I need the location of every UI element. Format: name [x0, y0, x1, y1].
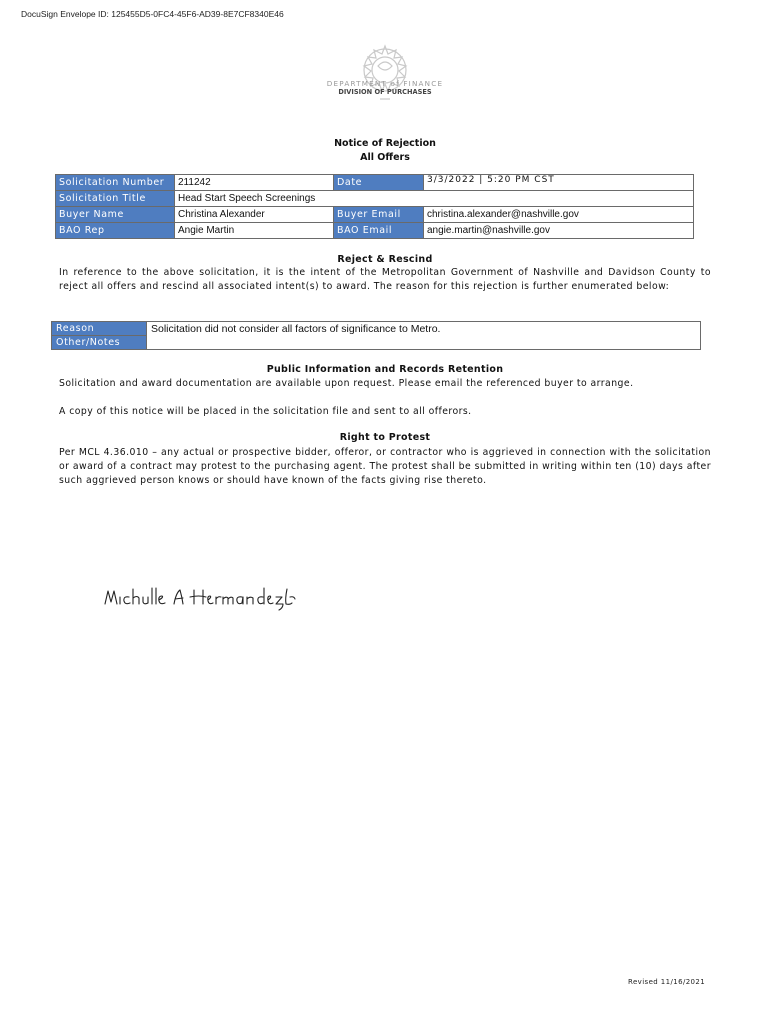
buyer-name-label: Buyer Name — [56, 207, 175, 223]
handwritten-signature-icon — [102, 585, 297, 611]
solicitation-title-value: Head Start Speech Screenings — [175, 191, 694, 207]
date-value: 3/3/2022 | 5:20 PM CST — [424, 175, 694, 191]
solicitation-info-table — [55, 174, 694, 239]
public-info-line-1: Solicitation and award documentation are available upon request. Please email the referenced buyer to arrange. — [59, 378, 634, 389]
table-row — [56, 223, 694, 239]
department-of-finance-seal-icon — [320, 44, 450, 130]
docusign-envelope-id: DocuSign Envelope ID: 125455D5-0FC4-45F6-AD39-8E7CF8340E46 — [21, 9, 284, 19]
notice-title — [0, 137, 770, 165]
buyer-name-value: Christina Alexander — [175, 207, 334, 223]
logo-line-1: DEPARTMENT of FINANCE — [326, 79, 444, 88]
protest-body: Per MCL 4.36.010 – any actual or prospective bidder, offeror, or contractor who is aggrieved in connection with the solicitation or award of a contract may protest to the purchasing agent. The protest shall be submitted in writing within ten (10) days after such aggrieved person knows or should have known of the facts giving rise thereto. — [59, 447, 711, 486]
logo-line-2: DIVISION OF PURCHASES — [338, 88, 432, 96]
department-of-finance-logo — [320, 44, 450, 130]
notice-title-line-1: Notice of Rejection — [334, 138, 436, 149]
other-notes-label: Other/Notes — [52, 336, 147, 350]
table-row — [52, 322, 701, 336]
table-row — [56, 191, 694, 207]
protest-heading: Right to Protest — [339, 432, 431, 443]
reject-body: In reference to the above solicitation, it is the intent of the Metropolitan Government of Nashville and Davidson County to reject all offers and rescind all associated intent(s) to award. The reason for this rejection is further enumerated below: — [59, 267, 711, 292]
bao-rep-label: BAO Rep — [56, 223, 175, 239]
solicitation-number-label: Solicitation Number — [56, 175, 175, 191]
public-info-line-2: A copy of this notice will be placed in the solicitation file and sent to all offerors. — [59, 406, 472, 417]
table-row — [56, 207, 694, 223]
buyer-email-value: christina.alexander@nashville.gov — [424, 207, 694, 223]
buyer-email-label: Buyer Email — [334, 207, 424, 223]
reason-text: Solicitation did not consider all factors of significance to Metro. — [147, 322, 701, 350]
reason-table — [51, 321, 701, 350]
bao-email-label: BAO Email — [334, 223, 424, 239]
notice-title-line-2: All Offers — [360, 152, 410, 163]
solicitation-number-value: 211242 — [175, 175, 334, 191]
signature — [102, 585, 297, 611]
bao-email-value: angie.martin@nashville.gov — [424, 223, 694, 239]
revised-date: Revised 11/16/2021 — [628, 978, 706, 986]
reason-label: Reason — [52, 322, 147, 336]
reject-heading: Reject & Rescind — [337, 254, 433, 265]
table-row — [56, 175, 694, 191]
public-info-heading: Public Information and Records Retention — [266, 364, 504, 375]
bao-rep-value: Angie Martin — [175, 223, 334, 239]
solicitation-title-label: Solicitation Title — [56, 191, 175, 207]
date-label: Date — [334, 175, 424, 191]
